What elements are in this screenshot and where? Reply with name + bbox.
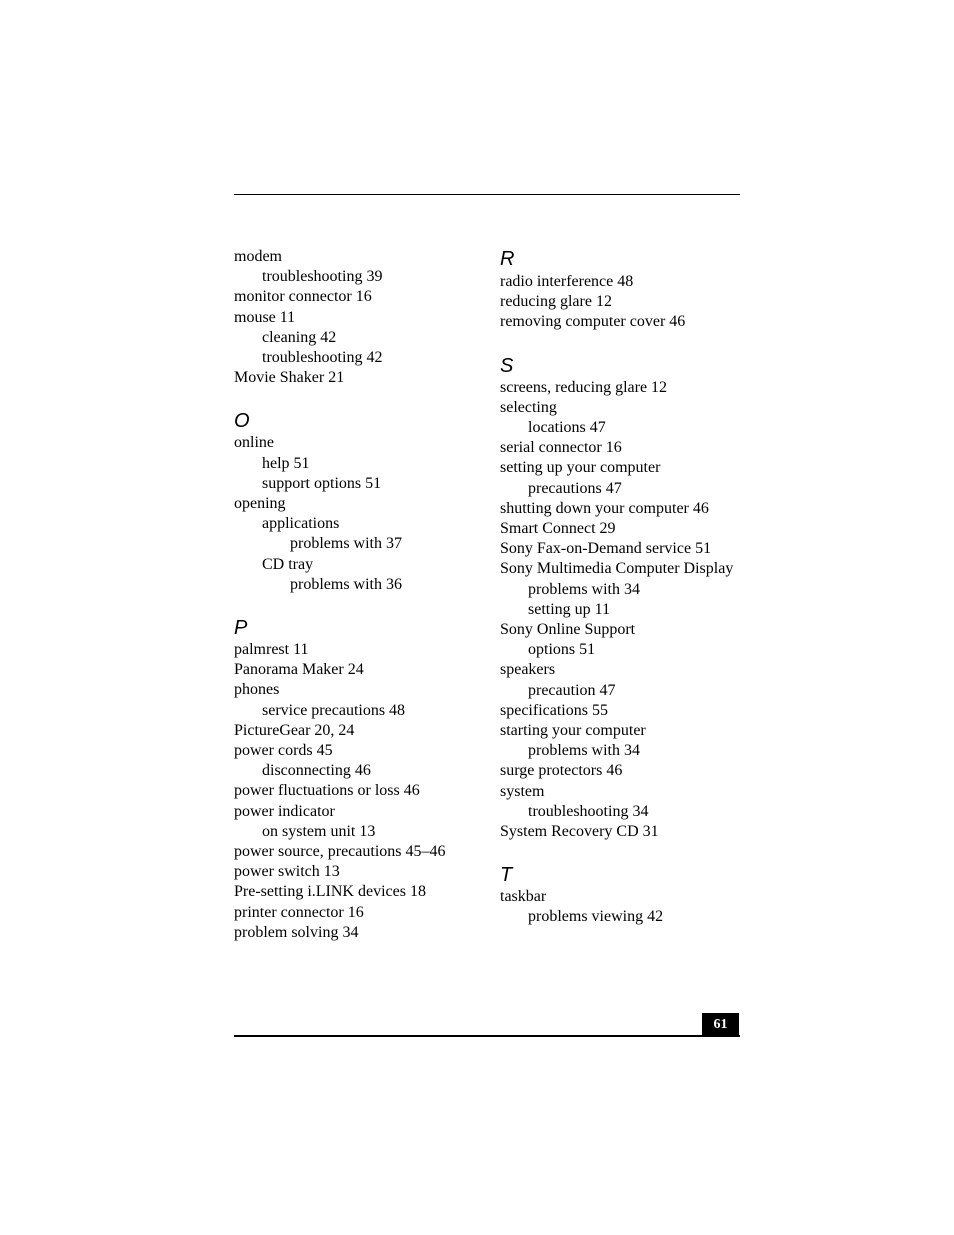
index-entry: power source, precautions 45–46 [234, 843, 446, 861]
index-subentry: support options 51 [262, 474, 382, 492]
index-entry: monitor connector 16 [234, 288, 372, 306]
footer-rule [234, 1035, 740, 1037]
index-entry: Pre-setting i.LINK devices 18 [234, 883, 426, 901]
index-letter-heading: R [500, 248, 515, 270]
index-entry: speakers [500, 661, 556, 679]
index-entry: selecting [500, 398, 557, 416]
index-letter-heading: O [234, 410, 250, 433]
index-entry: Panorama Maker 24 [234, 661, 364, 679]
index-entry: opening [234, 495, 286, 513]
index-entry: specifications 55 [500, 701, 608, 719]
index-letter-heading: S [500, 354, 514, 377]
index-column-left [234, 247, 494, 943]
index-entry: System Recovery CD 31 [500, 823, 659, 841]
index-entry: power fluctuations or loss 46 [234, 782, 420, 800]
index-entry: system [500, 782, 545, 800]
index-entry: mouse 11 [234, 308, 296, 326]
index-entry: online [234, 434, 274, 452]
index-entry: setting up your computer [500, 459, 661, 477]
index-entry: Sony Multimedia Computer Display [500, 560, 734, 578]
index-entry: surge protectors 46 [500, 762, 623, 780]
index-entry: power cords 45 [234, 742, 333, 760]
index-entry: reducing glare 12 [500, 293, 612, 311]
index-subentry: options 51 [528, 641, 596, 659]
index-entry: shutting down your computer 46 [500, 499, 709, 517]
index-entry: Sony Fax-on-Demand service 51 [500, 540, 712, 558]
header-rule [234, 194, 740, 195]
index-subentry: troubleshooting 39 [262, 268, 383, 286]
index-subentry: locations 47 [528, 419, 606, 437]
index-entry: removing computer cover 46 [500, 313, 686, 331]
index-subentry: problems with 34 [528, 580, 640, 598]
index-entry: palmrest 11 [234, 641, 309, 659]
index-subentry: precautions 47 [528, 479, 622, 497]
index-entry: Sony Online Support [500, 621, 636, 639]
index-subentry: help 51 [262, 454, 310, 472]
index-entry: printer connector 16 [234, 903, 364, 921]
index-subentry: problems with 36 [290, 575, 402, 593]
index-entry: power switch 13 [234, 863, 340, 881]
index-entry: power indicator [234, 802, 335, 820]
index-entry: serial connector 16 [500, 439, 622, 457]
index-subentry: problems viewing 42 [528, 908, 664, 926]
index-entry: problem solving 34 [234, 923, 359, 941]
index-entry: Movie Shaker 21 [234, 369, 345, 387]
index-subentry: setting up 11 [528, 600, 611, 618]
index-subentry: service precautions 48 [262, 701, 406, 719]
index-entry: taskbar [500, 888, 547, 906]
index-subentry: problems with 37 [290, 535, 402, 553]
index-entry: PictureGear 20, 24 [234, 721, 355, 739]
index-subentry: applications [262, 515, 340, 533]
index-letter-heading: P [234, 617, 248, 640]
index-subentry: troubleshooting 42 [262, 349, 383, 367]
index-entry: radio interference 48 [500, 273, 634, 290]
index-entry: screens, reducing glare 12 [500, 378, 668, 396]
index-entry: starting your computer [500, 722, 646, 740]
page-number: 61 [702, 1013, 739, 1036]
index-letter-heading: T [500, 864, 513, 887]
index-subentry: troubleshooting 34 [528, 802, 649, 820]
index-entry: Smart Connect 29 [500, 520, 616, 538]
index-column-right [500, 247, 750, 928]
index-subentry: CD tray [262, 555, 314, 573]
index-subentry: cleaning 42 [262, 328, 337, 346]
index-subentry: precaution 47 [528, 681, 616, 699]
index-subentry: disconnecting 46 [262, 762, 371, 780]
index-subentry: problems with 34 [528, 742, 640, 760]
index-entry: modem [234, 248, 282, 265]
index-entry: phones [234, 681, 280, 699]
index-subentry: on system unit 13 [262, 822, 376, 840]
